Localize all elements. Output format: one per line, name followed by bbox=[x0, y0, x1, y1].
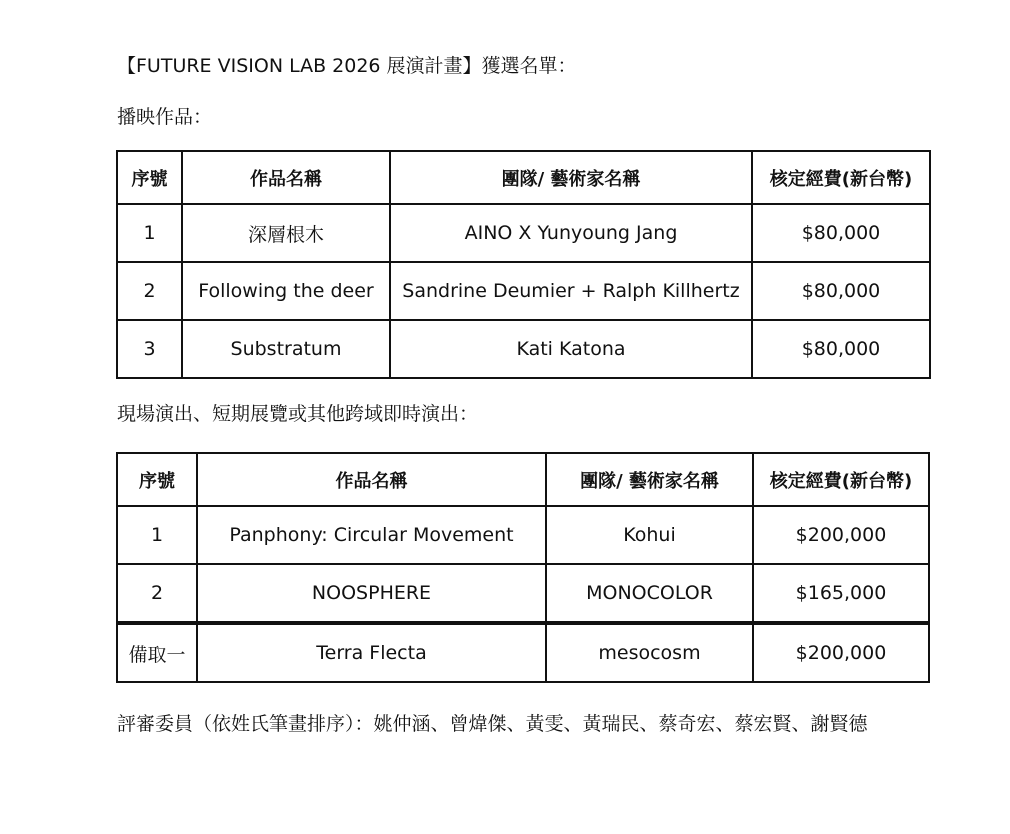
cell-artist: mesocosm bbox=[546, 623, 753, 682]
cell-budget: $165,000 bbox=[753, 564, 929, 623]
table-row-alternate bbox=[117, 623, 929, 682]
cell-work-title: Substratum bbox=[182, 320, 390, 378]
cell-artist: Kohui bbox=[546, 506, 753, 564]
screening-works-table bbox=[116, 150, 931, 379]
cell-number: 1 bbox=[117, 204, 182, 262]
col-header-number: 序號 bbox=[117, 453, 197, 506]
cell-number: 備取一 bbox=[117, 623, 197, 682]
cell-number: 1 bbox=[117, 506, 197, 564]
table-header-row bbox=[117, 453, 929, 506]
col-header-artist: 團隊/ 藝術家名稱 bbox=[390, 151, 752, 204]
section-heading-screening: 播映作品： bbox=[117, 106, 213, 128]
col-header-work-title: 作品名稱 bbox=[197, 453, 546, 506]
jury-list: 評審委員（依姓氏筆畫排序）：姚仲涵、曾煒傑、黃雯、黃瑞民、蔡奇宏、蔡宏賢、謝賢德 bbox=[117, 713, 868, 735]
cell-artist: MONOCOLOR bbox=[546, 564, 753, 623]
cell-number: 2 bbox=[117, 564, 197, 623]
section-heading-live-performance: 現場演出、短期展覽或其他跨域即時演出： bbox=[117, 403, 479, 425]
cell-artist: Sandrine Deumier + Ralph Killhertz bbox=[390, 262, 752, 320]
col-header-budget: 核定經費(新台幣) bbox=[753, 453, 929, 506]
document-title: 【FUTURE VISION LAB 2026 展演計畫】獲選名單： bbox=[117, 55, 577, 77]
cell-artist: Kati Katona bbox=[390, 320, 752, 378]
col-header-artist: 團隊/ 藝術家名稱 bbox=[546, 453, 753, 506]
cell-artist: AINO X Yunyoung Jang bbox=[390, 204, 752, 262]
cell-budget: $80,000 bbox=[752, 320, 930, 378]
cell-budget: $200,000 bbox=[753, 506, 929, 564]
table-row bbox=[117, 320, 930, 378]
cell-work-title: Terra Flecta bbox=[197, 623, 546, 682]
cell-number: 3 bbox=[117, 320, 182, 378]
table-row bbox=[117, 564, 929, 623]
table-header-row bbox=[117, 151, 930, 204]
cell-work-title: NOOSPHERE bbox=[197, 564, 546, 623]
cell-work-title: Panphony: Circular Movement bbox=[197, 506, 546, 564]
cell-budget: $200,000 bbox=[753, 623, 929, 682]
table-row bbox=[117, 262, 930, 320]
cell-budget: $80,000 bbox=[752, 262, 930, 320]
col-header-budget: 核定經費(新台幣) bbox=[752, 151, 930, 204]
col-header-work-title: 作品名稱 bbox=[182, 151, 390, 204]
live-performance-table bbox=[116, 452, 930, 683]
cell-work-title: 深層根木 bbox=[182, 204, 390, 262]
cell-work-title: Following the deer bbox=[182, 262, 390, 320]
table-row bbox=[117, 204, 930, 262]
col-header-number: 序號 bbox=[117, 151, 182, 204]
table-row bbox=[117, 506, 929, 564]
cell-budget: $80,000 bbox=[752, 204, 930, 262]
cell-number: 2 bbox=[117, 262, 182, 320]
